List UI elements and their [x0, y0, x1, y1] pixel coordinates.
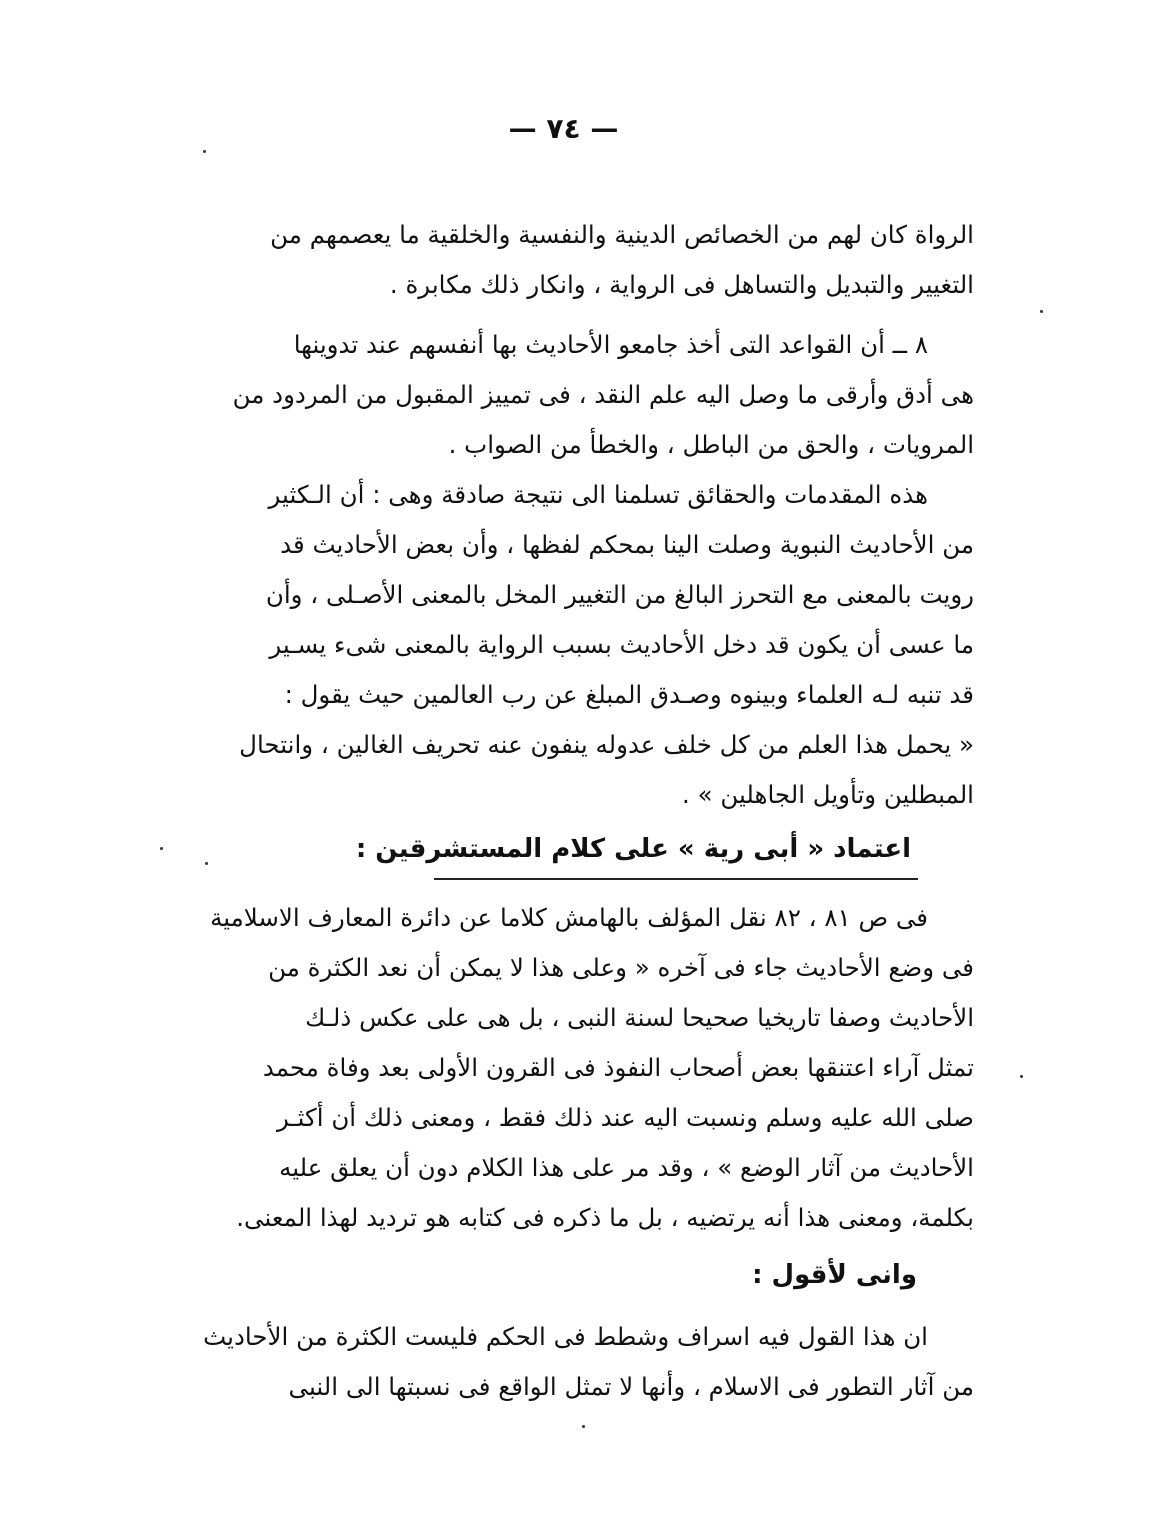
section-heading-orientalists: اعتماد « أبى رية » على كلام المستشرقين : — [355, 834, 911, 864]
text-line: التغيير والتبديل والتساهل فى الرواية ، وانكار ذلك مكابرة . — [389, 270, 974, 299]
scan-speck — [1040, 310, 1043, 313]
text-line: هى أدق وأرقى ما وصل اليه علم النقد ، فى تمييز المقبول من المردود من — [232, 380, 974, 409]
text-line: ان هذا القول فيه اسراف وشطط فى الحكم فليست الكثرة من الأحاديث — [203, 1322, 928, 1351]
paragraph-5 — [136, 1312, 974, 1412]
text-line: رويت بالمعنى مع التحرز البالغ من التغيير المخل بالمعنى الأصـلى ، وأن — [265, 580, 974, 609]
paragraph-3 — [136, 470, 974, 820]
paragraph-1 — [136, 210, 974, 310]
text-line: بكلمة، ومعنى هذا أنه يرتضيه ، بل ما ذكره فى كتابه هو ترديد لهذا المعنى. — [236, 1203, 974, 1232]
text-line: تمثل آراء اعتنقها بعض أصحاب النفوذ فى القرون الأولى بعد وفاة محمد — [262, 1053, 974, 1082]
paragraph-4 — [136, 893, 974, 1243]
text-line: فى وضع الأحاديث جاء فى آخره « وعلى هذا لا يمكن أن نعد الكثرة من — [268, 953, 974, 982]
text-line: الأحاديث من آثار الوضع » ، وقد مر على هذا الكلام دون أن يعلق عليه — [279, 1153, 974, 1182]
text-line: من آثار التطور فى الاسلام ، وأنها لا تمثل الواقع فى نسبتها الى النبى — [288, 1372, 974, 1401]
scan-speck — [582, 1425, 585, 1428]
scan-speck — [160, 847, 163, 850]
text-line: المرويات ، والحق من الباطل ، والخطأ من الصواب . — [448, 430, 974, 459]
text-line: الأحاديث وصفا تاريخيا صحيحا لسنة النبى ، بل هى على عكس ذلـك — [305, 1003, 974, 1032]
page-number: — ٧٤ — — [508, 112, 619, 145]
text-line: فى ص ٨١ ، ٨٢ نقل المؤلف بالهامش كلاما عن دائرة المعارف الاسلامية — [210, 903, 928, 932]
text-line: قد تنبه لـه العلماء وبينوه وصـدق المبلغ عن رب العالمين حيث يقول : — [284, 680, 974, 709]
text-line: الرواة كان لهم من الخصائص الدينية والنفسية والخلقية ما يعصمهم من — [270, 220, 974, 249]
scan-speck — [1020, 1075, 1023, 1078]
text-line: ٨ ــ أن القواعد التى أخذ جامعو الأحاديث بها أنفسهم عند تدوينها — [293, 330, 928, 359]
heading-underline — [434, 878, 918, 880]
text-line: من الأحاديث النبوية وصلت الينا بمحكم لفظها ، وأن بعض الأحاديث قد — [280, 530, 974, 559]
section-heading-reply: وانى لأقول : — [752, 1260, 917, 1290]
text-line: هذه المقدمات والحقائق تسلمنا الى نتيجة صادقة وهى : أن الـكثير — [268, 480, 928, 509]
scan-speck — [205, 862, 208, 865]
text-line: ما عسى أن يكون قد دخل الأحاديث بسبب الرواية بالمعنى شىء يسـير — [269, 630, 974, 659]
scan-speck — [203, 150, 206, 153]
text-line: المبطلين وتأويل الجاهلين » . — [682, 780, 974, 809]
paragraph-2 — [136, 320, 974, 470]
text-line: صلى الله عليه وسلم ونسبت اليه عند ذلك فقط ، ومعنى ذلك أن أكثـر — [276, 1103, 974, 1132]
text-line: « يحمل هذا العلم من كل خلف عدوله ينفون عنه تحريف الغالين ، وانتحال — [239, 730, 974, 759]
